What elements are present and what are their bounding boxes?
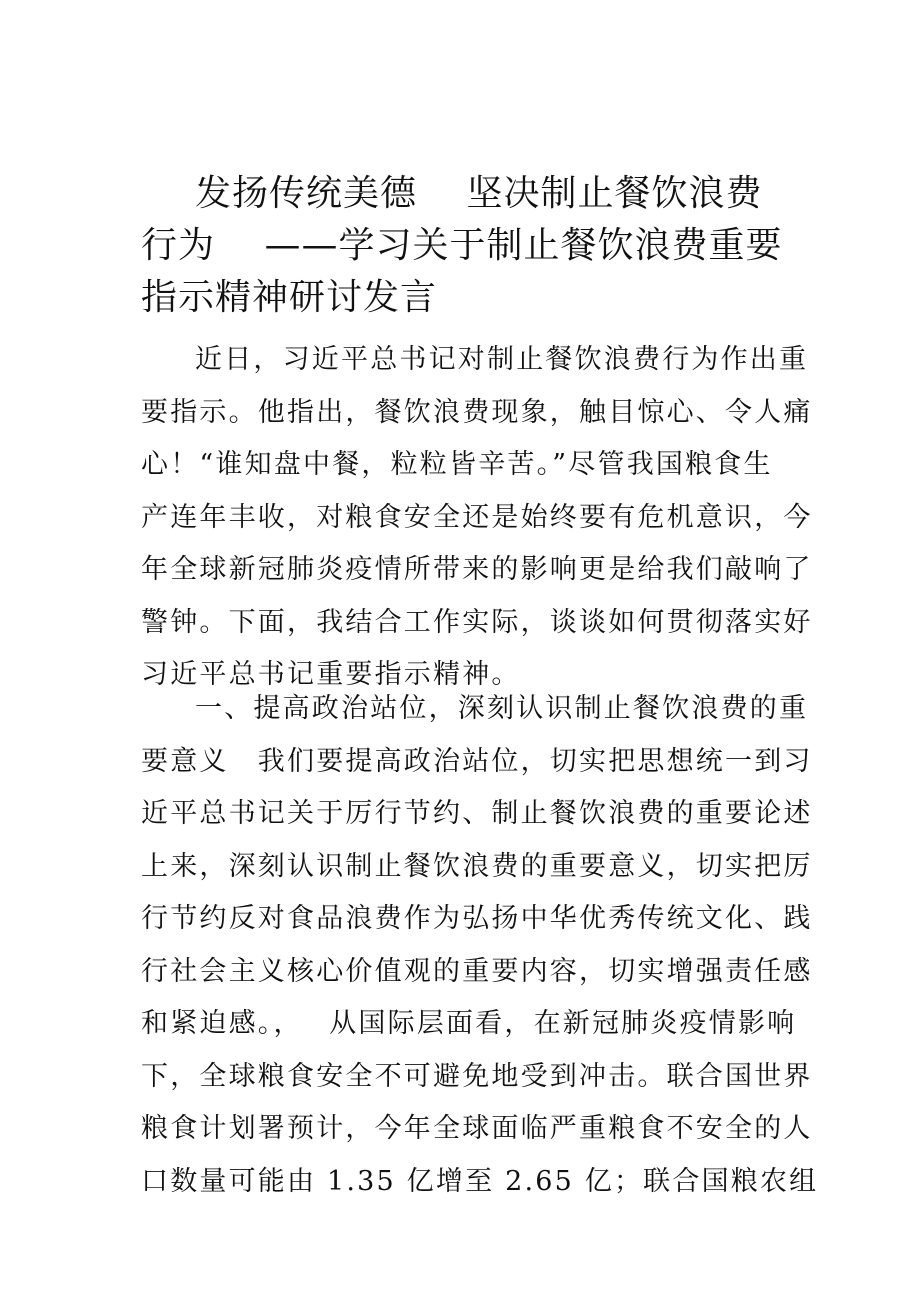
text-line: 下，全球粮食安全不可避免地受到冲击。联合国世界 [141,1060,813,1092]
document-title [141,168,791,324]
paragraph-intro [141,334,813,702]
text-line: 一、提高政治站位，深刻认识制止餐饮浪费的重 [195,693,809,724]
text-line: 行节约反对食品浪费作为弘扬中华优秀传统文化、践 [141,903,813,934]
text-line: 近日，习近平总书记对制止餐饮浪费行为作出重 [195,344,809,375]
text-line: 粮食计划署预计，今年全球面临严重粮食不安全的人 [141,1113,813,1144]
text-line: 近平总书记关于厉行节约、制止餐饮浪费的重要论述 [141,798,813,829]
title-line: 指示精神研讨发言 [141,277,438,318]
text-line: 警钟。下面，我结合工作实际，谈谈如何贯彻落实好 [141,606,813,638]
text-line: 和紧迫感。， 从国际层面看，在新冠肺炎疫情影响 [141,1008,797,1039]
text-line: 产连年丰收，对粮食安全还是始终要有危机意识，今 [141,501,813,533]
text-line: 年全球新冠肺炎疫情所带来的影响更是给我们敲响了 [141,554,813,585]
text-line: 要意义 我们要提高政治站位，切实把思想统一到习 [141,745,813,777]
title-line: 行为 ——学习关于制止餐饮浪费重要 [141,225,783,266]
paragraph-section-one [141,683,819,1208]
text-line: 上来，深刻认识制止餐饮浪费的重要意义，切实把厉 [141,850,813,882]
title-line: 发扬传统美德 坚决制止餐饮浪费 [195,173,763,214]
text-line: 习近平总书记重要指示精神。 [141,659,521,690]
text-line: 口数量可能由 1.35 亿增至 2.65 亿；联合国粮农组 [141,1165,819,1197]
text-line: 要指示。他指出，餐饮浪费现象，触目惊心、令人痛 [141,396,813,428]
text-line: 行社会主义核心价值观的重要内容，切实增强责任感 [141,955,813,987]
text-line: 心！“谁知盘中餐，粒粒皆辛苦。”尽管我国粮食生 [141,449,773,480]
